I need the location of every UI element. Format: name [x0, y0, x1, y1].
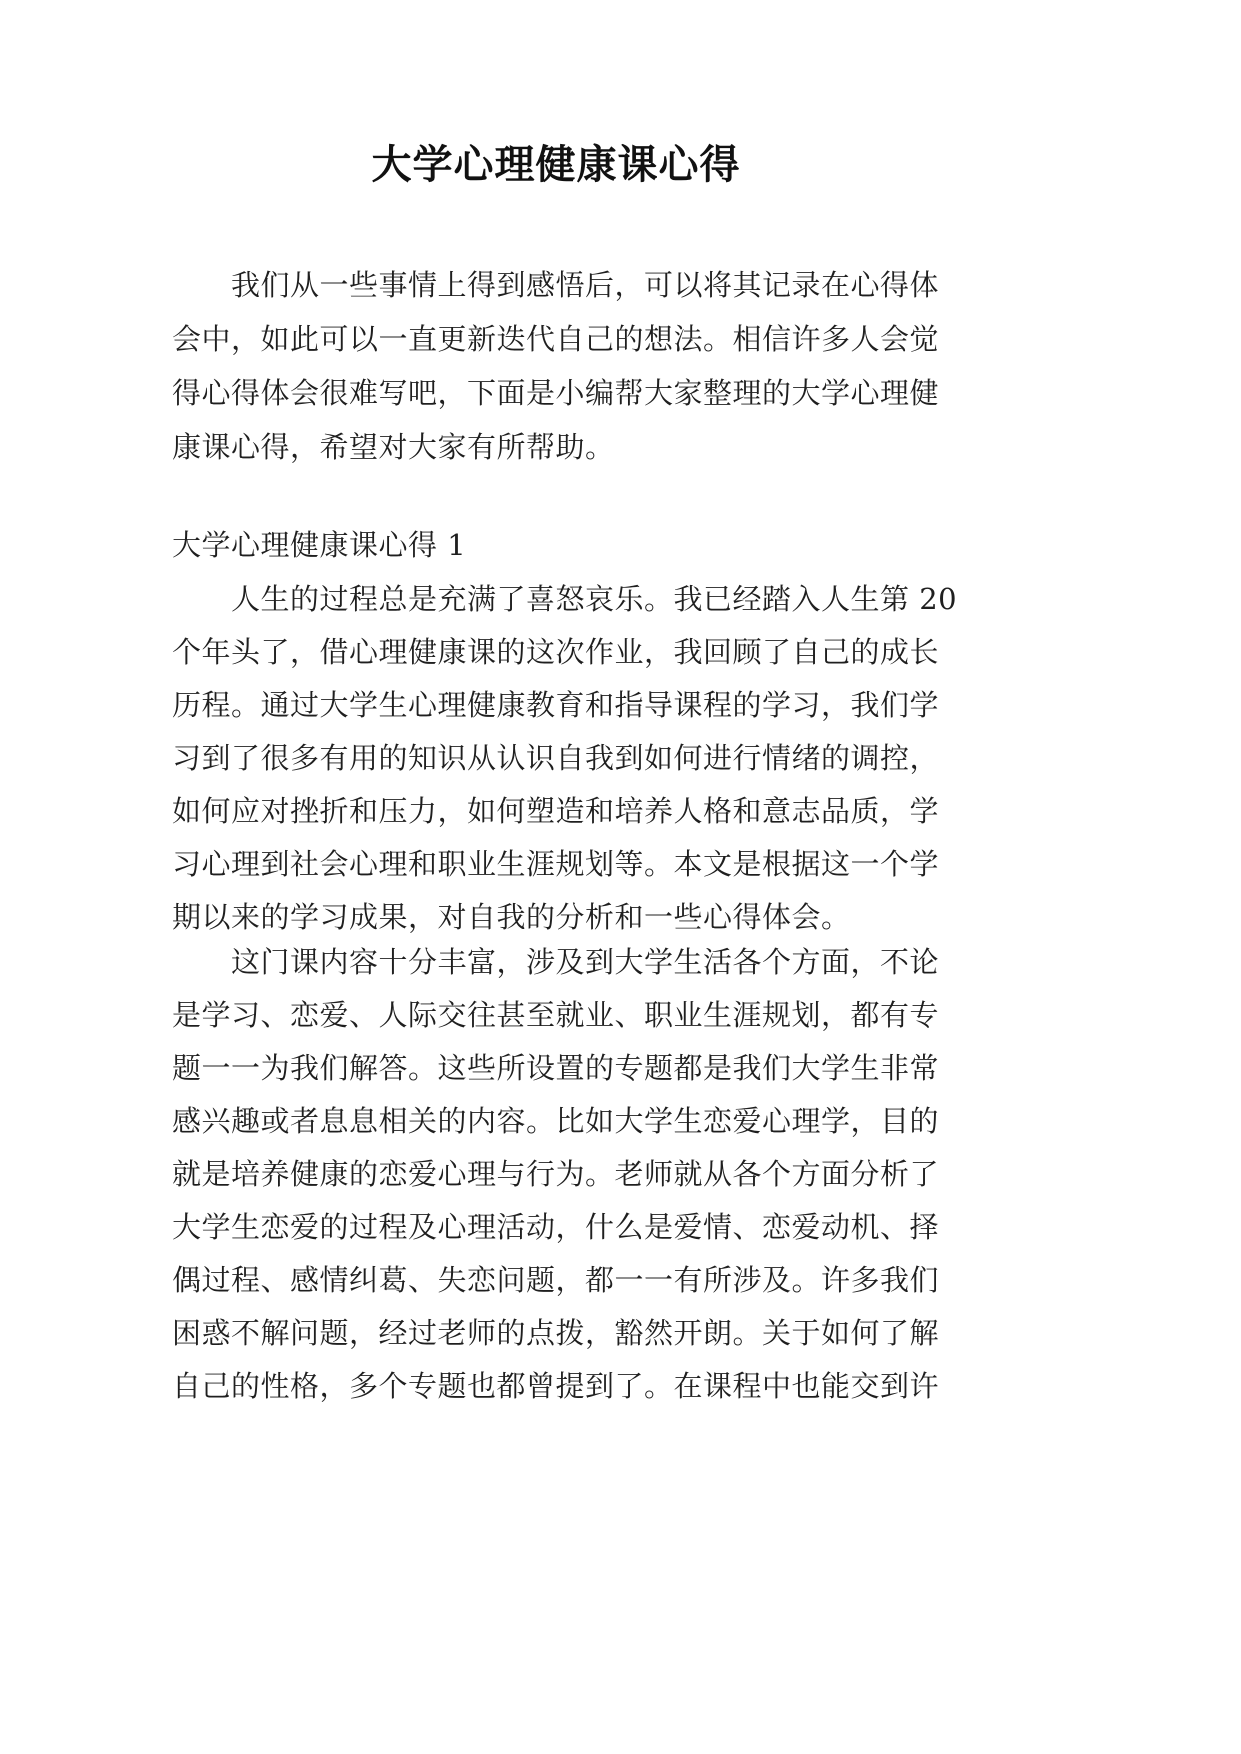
paragraph-line: 就是培养健康的恋爱心理与行为。老师就从各个方面分析了: [172, 1157, 940, 1191]
paragraph-line: 自己的性格，多个专题也都曾提到了。在课程中也能交到许: [172, 1369, 940, 1403]
section-heading: 大学心理健康课心得 1: [172, 528, 467, 562]
paragraph-line: 这门课内容十分丰富，涉及到大学生活各个方面，不论: [231, 945, 940, 979]
paragraph-line: 习心理到社会心理和职业生涯规划等。本文是根据这一个学: [172, 847, 940, 881]
paragraph-line: 历程。通过大学生心理健康教育和指导课程的学习，我们学: [172, 688, 940, 722]
paragraph-line: 困惑不解问题，经过老师的点拨，豁然开朗。关于如何了解: [172, 1316, 940, 1350]
paragraph-line: 人生的过程总是充满了喜怒哀乐。我已经踏入人生第 20: [231, 582, 958, 616]
intro-line: 我们从一些事情上得到感悟后，可以将其记录在心得体: [231, 268, 940, 302]
paragraph-line: 是学习、恋爱、人际交往甚至就业、职业生涯规划，都有专: [172, 998, 940, 1032]
section-heading-block: [172, 518, 952, 572]
paragraph-line: 偶过程、感情纠葛、失恋问题，都一一有所涉及。许多我们: [172, 1263, 940, 1297]
paragraph-line: 题一一为我们解答。这些所设置的专题都是我们大学生非常: [172, 1051, 940, 1085]
document-title: 大学心理健康课心得: [371, 141, 741, 188]
body-paragraph-1: [172, 573, 958, 944]
intro-paragraph: [172, 258, 952, 474]
paragraph-line: 如何应对挫折和压力，如何塑造和培养人格和意志品质，学: [172, 794, 940, 828]
intro-line: 康课心得，希望对大家有所帮助。: [172, 430, 615, 464]
paragraph-line: 期以来的学习成果，对自我的分析和一些心得体会。: [172, 900, 851, 934]
intro-line: 得心得体会很难写吧，下面是小编帮大家整理的大学心理健: [172, 376, 940, 410]
paragraph-line: 习到了很多有用的知识从认识自我到如何进行情绪的调控，: [172, 741, 940, 775]
body-paragraph-2: [172, 936, 952, 1413]
paragraph-line: 个年头了，借心理健康课的这次作业，我回顾了自己的成长: [172, 635, 940, 669]
intro-line: 会中，如此可以一直更新迭代自己的想法。相信许多人会觉: [172, 322, 940, 356]
paragraph-line: 感兴趣或者息息相关的内容。比如大学生恋爱心理学，目的: [172, 1104, 940, 1138]
paragraph-line: 大学生恋爱的过程及心理活动，什么是爱情、恋爱动机、择: [172, 1210, 940, 1244]
